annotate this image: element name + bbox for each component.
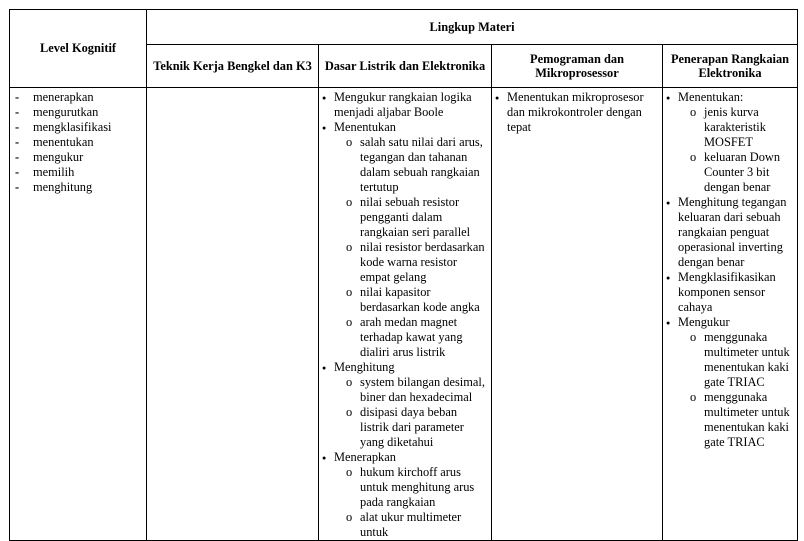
list-item: ● Menentukan o salah satu nilai dari arus, tegangan dan tahanan dalam sebuah rangkaian tertutup o nilai sebuah resistor pengganti dalam rangkaian seri parallel o nilai resistor berdasarkan kode warna resistor empat gelang o nilai kapasitor berdasarkan kode angka o arah medan magnet terhadap kawat yang dialiri arus listrik [322,120,488,360]
sub-list-item: o nilai resistor berdasarkan kode warna resistor empat gelang [346,240,488,285]
penerapan-cell [663,88,798,541]
list-item: - menghitung [13,180,143,195]
sub-list-item: o salah satu nilai dari arus, tegangan dan tahanan dalam sebuah rangkaian tertutup [346,135,488,195]
list-item: - mengurutkan [13,105,143,120]
list-item: - memilih [13,165,143,180]
list-item: ● Mengukur o menggunaka multimeter untuk menentukan kaki gate TRIAC o menggunaka multimeter untuk menentukan kaki gate TRIAC [666,315,794,450]
sub-list-item: o menggunaka multimeter untuk menentukan kaki gate TRIAC [690,390,794,450]
sub-list-item: o jenis kurva karakteristik MOSFET [690,105,794,150]
level-cell [10,88,147,541]
list-item: ● Menentukan: o jenis kurva karakteristik MOSFET o keluaran Down Counter 3 bit dengan benar [666,90,794,195]
sub-list-item: o hukum kirchoff arus untuk menghitung arus pada rangkaian [346,465,488,510]
list-item: ● Mengklasifikasikan komponen sensor cahaya [666,270,794,315]
sub-list-item: o system bilangan desimal, biner dan hexadecimal [346,375,488,405]
teknik-kerja-cell [147,88,319,541]
list-item: ● Menghitung o system bilangan desimal, biner dan hexadecimal o disipasi daya beban listrik dari parameter yang diketahui [322,360,488,450]
sub-list-item: o disipasi daya beban listrik dari parameter yang diketahui [346,405,488,450]
kognitif-table [9,9,798,541]
header-level-kognitif: Level Kognitif [10,10,147,88]
pemograman-cell [492,88,663,541]
sub-list-item: o menggunaka multimeter untuk menentukan kaki gate TRIAC [690,330,794,390]
sub-list-item: o alat ukur multimeter untuk [346,510,488,540]
list-item: - menentukan [13,135,143,150]
list-item: - menerapkan [13,90,143,105]
sub-list-item: o keluaran Down Counter 3 bit dengan benar [690,150,794,195]
header-pemograman: Pemograman dan Mikroprosessor [492,45,663,88]
list-item: ● Menerapkan o hukum kirchoff arus untuk menghitung arus pada rangkaian o alat ukur multimeter untuk [322,450,488,540]
level-list [13,90,143,195]
sub-list-item: o nilai kapasitor berdasarkan kode angka [346,285,488,315]
list-item: ● Menghitung tegangan keluaran dari sebuah rangkaian penguat operasional inverting dengan benar [666,195,794,270]
header-dasar-listrik: Dasar Listrik dan Elektronika [319,45,492,88]
dasar-listrik-cell [319,88,492,541]
header-penerapan: Penerapan Rangkaian Elektronika [663,45,798,88]
list-item: - mengklasifikasi [13,120,143,135]
sub-list-item: o nilai sebuah resistor pengganti dalam rangkaian seri parallel [346,195,488,240]
list-item: ● Mengukur rangkaian logika menjadi aljabar Boole [322,90,488,120]
list-item: - mengukur [13,150,143,165]
sub-list-item: o arah medan magnet terhadap kawat yang dialiri arus listrik [346,315,488,360]
header-lingkup-materi: Lingkup Materi [147,10,798,45]
list-item: ● Menentukan mikroprosesor dan mikrokontroler dengan tepat [495,90,659,135]
header-teknik-kerja: Teknik Kerja Bengkel dan K3 [147,45,319,88]
